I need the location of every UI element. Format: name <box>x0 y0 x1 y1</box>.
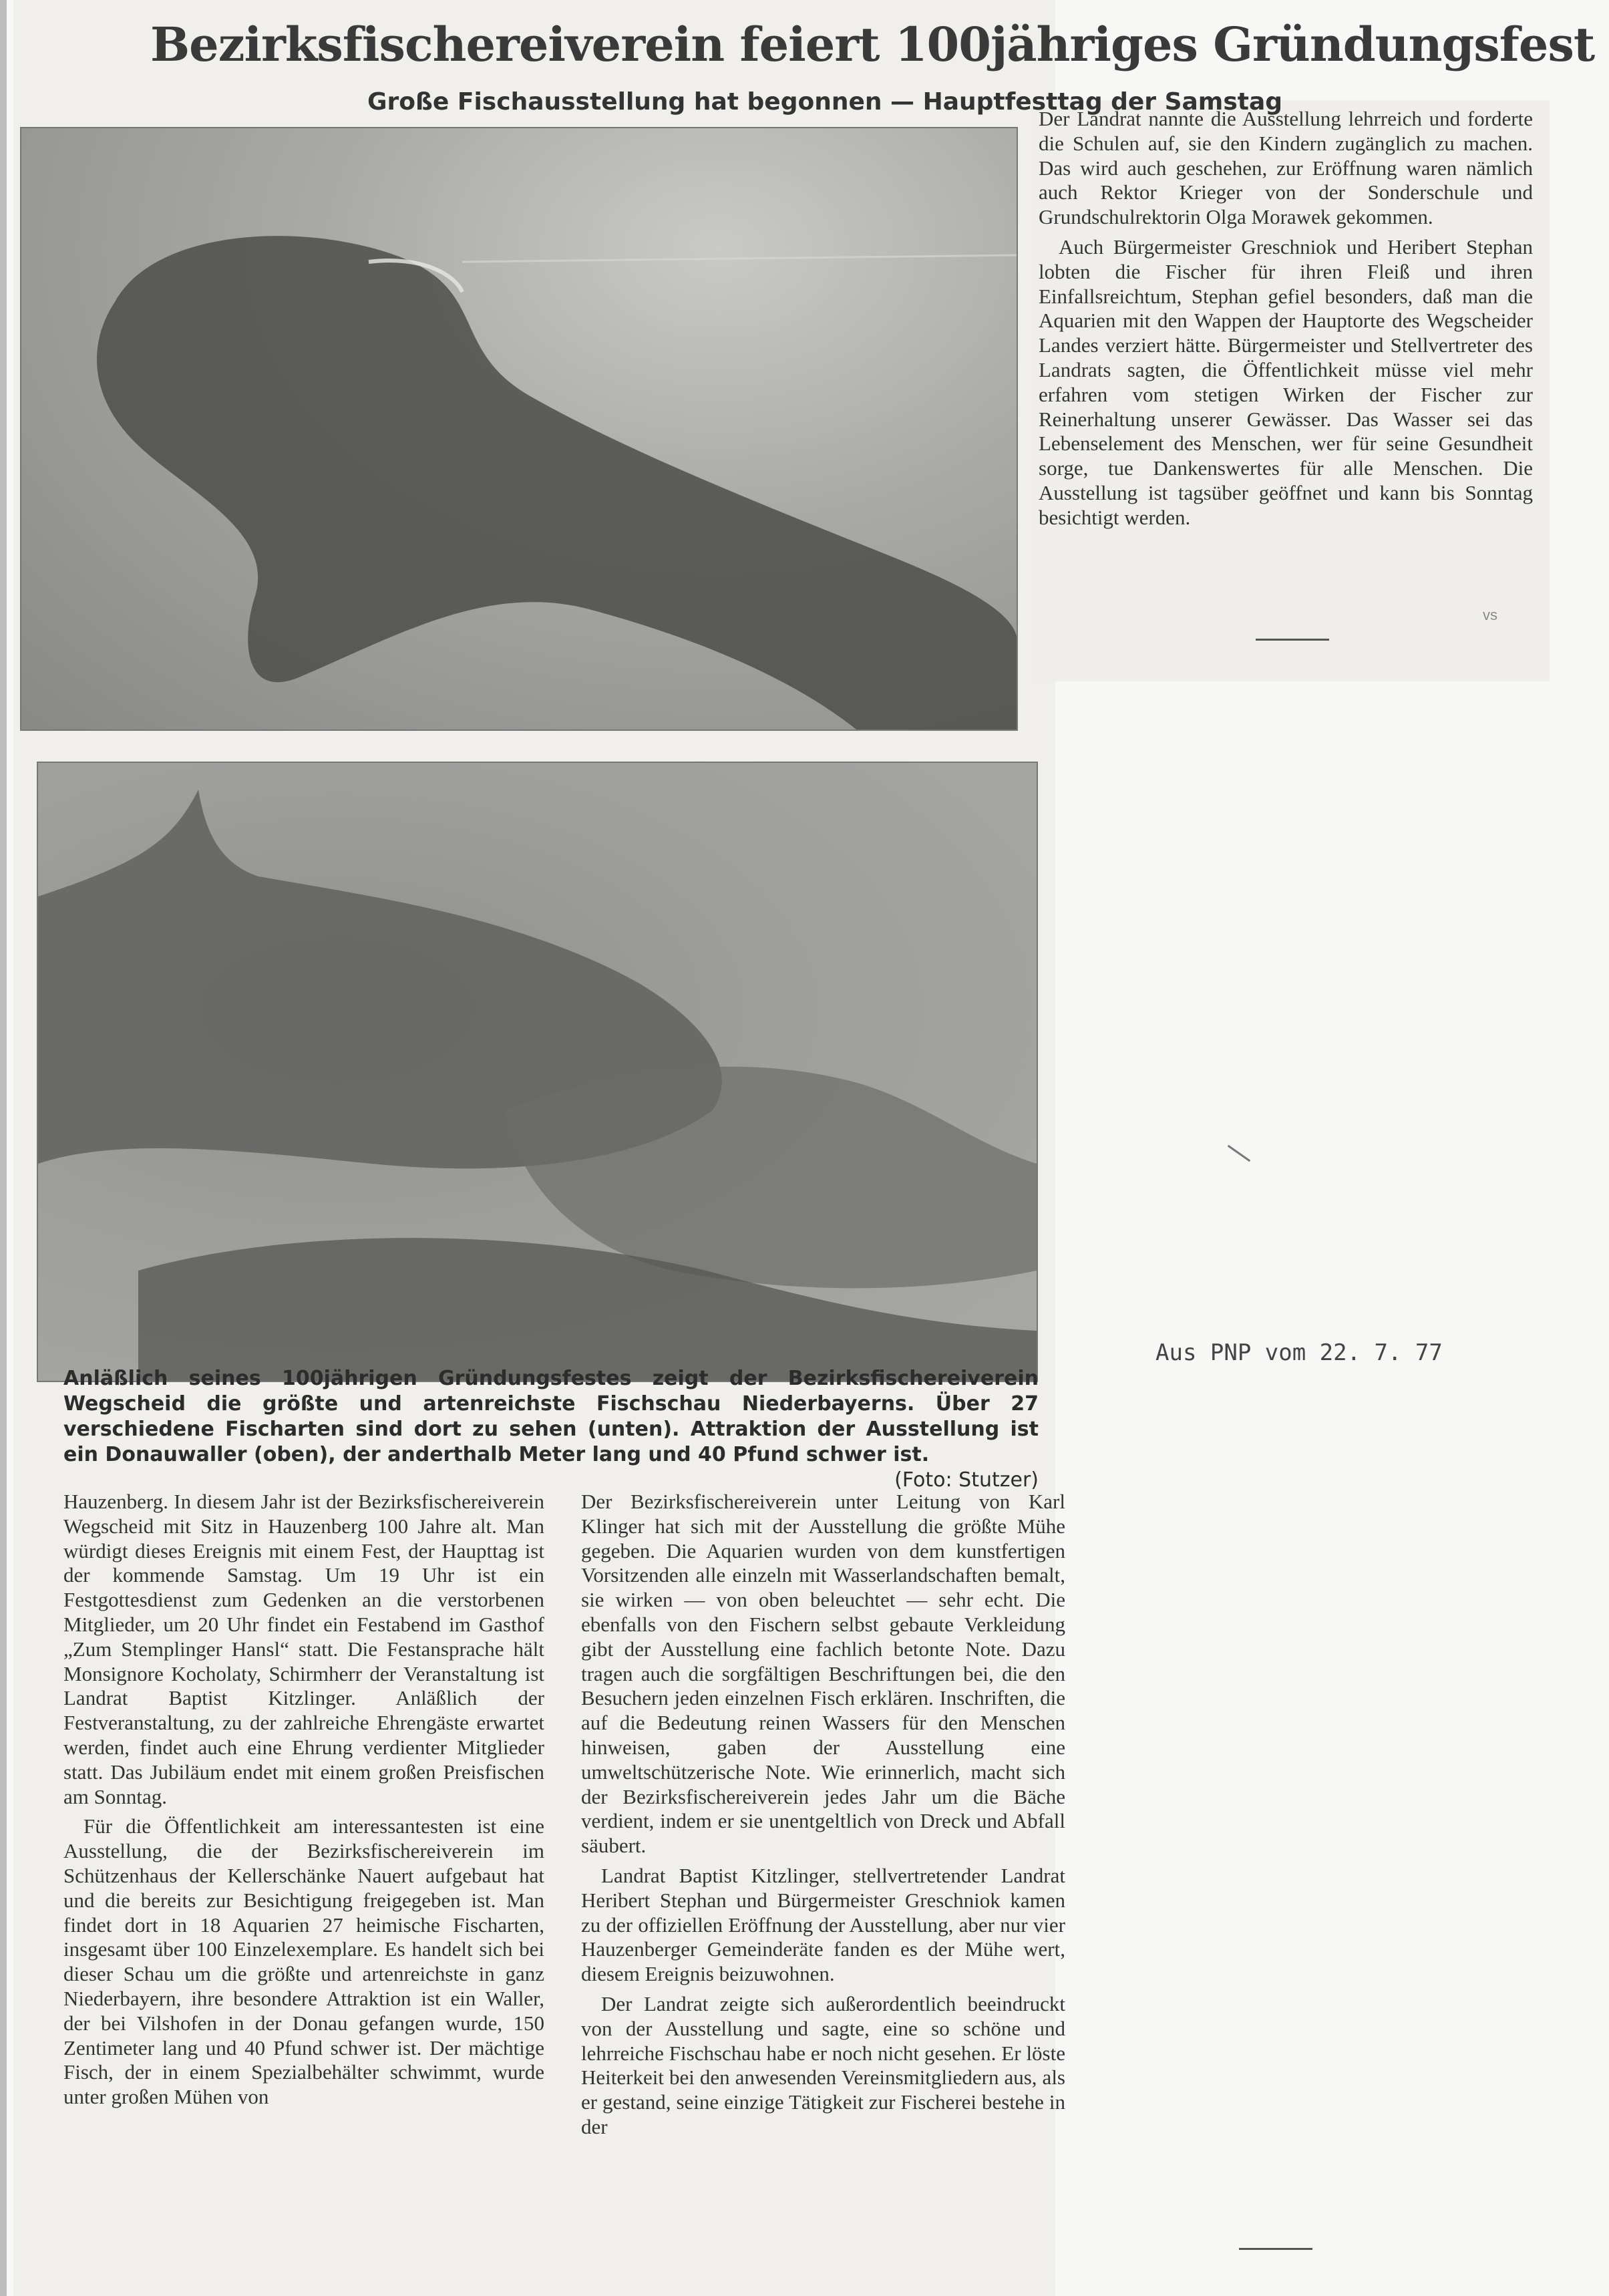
article-column-right <box>1039 107 1533 536</box>
scan-edge <box>0 0 7 2296</box>
fish-silhouettes <box>38 763 1037 1381</box>
article-column-left <box>63 1490 544 2115</box>
photo-aquarium-fish <box>37 762 1038 1382</box>
photo-catfish <box>20 127 1018 731</box>
catfish-silhouette <box>21 128 1017 729</box>
photo-credit: (Foto: Stutzer) <box>894 1468 1039 1492</box>
column-end-rule <box>1256 639 1329 641</box>
photo-caption <box>63 1366 1039 1493</box>
paragraph: Auch Bürgermeister Greschniok und Heribert Stephan lobten die Fischer für ihren Fleiß und ihren Einfallsreichtum, Stephan gefiel besonders, daß man die Aquarien mit den Wappen der Hauptorte des Wegscheider Landes verziert hätte. Bürgermeister und Stellvertreter des Landrats sagten, die Öffentlichkeit müsse viel mehr erfahren vom stetigen Wirken der Fischer zur Reinerhaltung unserer Gewässer. Das Wasser sei das Lebenselement des Menschen, wer für seine Gesundheit sorge, tue Dankenswertes für alle Menschen. Die Ausstellung ist tagsüber geöffnet und kann bis Sonntag besichtigt werden. <box>1039 234 1533 529</box>
headline: Bezirksfischereiverein feiert 100jähriges Gründungsfest <box>150 17 1595 72</box>
paragraph: Der Landrat nannte die Ausstellung lehrreich und forderte die Schulen auf, sie den Kindern zugänglich zu machen. Das wird auch geschehen, zur Eröffnung waren nämlich auch Rektor Krieger von der Sonderschule und Grundschulrektorin Olga Morawek gekommen. <box>1039 107 1533 229</box>
caption-text: Anläßlich seines 100jährigen Gründungsfestes zeigt der Bezirksfischereiverein Wegscheid die größte und artenreichste Fischschau Niederbayerns. Über 27 verschiedene Fischarten sind dort zu sehen (unten). Attraktion der Ausstellung ist ein Donauwaller (oben), der anderthalb Meter lang und 40 Pfund schwer ist. <box>63 1367 1039 1466</box>
article-end-rule <box>1239 2248 1312 2250</box>
source-note: Aus PNP vom 22. 7. 77 <box>1155 1339 1443 1366</box>
article-column-middle <box>581 1490 1065 2145</box>
stray-pen-mark <box>1228 1145 1250 1162</box>
paragraph: Landrat Baptist Kitzlinger, stellvertretender Landrat Heribert Stephan und Bürgermeister Greschniok kamen zu der offiziellen Eröffnung der Ausstellung, aber nur vier Hauzenberger Gemeinderäte fanden es der Mühe wert, diesem Ereignis beizuwohnen. <box>581 1863 1065 1986</box>
subheadline: Große Fischausstellung hat begonnen — Hauptfesttag der Samstag <box>367 88 1283 116</box>
paragraph: Der Landrat zeigte sich außerordentlich beeindruckt von der Ausstellung und sagte, eine so schöne und lehrreiche Fischschau habe er noch nicht gesehen. Er löste Heiterkeit bei den anwesenden Vereinsmitgliedern aus, als er gestand, seine einzige Tätigkeit zur Fischerei bestehe in der <box>581 1991 1065 2138</box>
author-initials: vs <box>1483 607 1497 623</box>
paragraph: Der Bezirksfischereiverein unter Leitung von Karl Klinger hat sich mit der Ausstellung die größte Mühe gegeben. Die Aquarien wurden von dem kunstfertigen Vorsitzenden alle einzeln mit Wasserlandschaften bemalt, sie wirken — von oben beleuchtet — sehr echt. Die ebenfalls von den Fischern selbst gebaute Verkleidung gibt der Ausstellung eine fachlich betonte Note. Dazu tragen auch die sorgfältigen Beschriftungen bei, die den Besuchern jeden einzelnen Fisch erklären. Inschriften, die auf die Bedeutung reinen Wassers für den Menschen hinweisen, gaben der Ausstellung eine umweltschützerische Note. Wie erinnerlich, macht sich der Bezirksfischereiverein jedes Jahr um die Bäche verdient, indem er sie unentgeltlich von Dreck und Abfall säubert. <box>581 1490 1065 1858</box>
paragraph: Hauzenberg. In diesem Jahr ist der Bezirksfischereiverein Wegscheid mit Sitz in Hauzenberg 100 Jahre alt. Man würdigt dieses Ereignis mit einem Fest, der Haupttag ist der kommende Samstag. Um 19 Uhr ist ein Festgottesdienst zum Gedenken an die verstorbenen Mitglieder, um 20 Uhr findet ein Festabend im Gasthof „Zum Stemplinger Hansl“ statt. Die Festansprache hält Monsignore Kocholaty, Schirmherr der Veranstaltung ist Landrat Baptist Kitzlinger. Anläßlich der Festveranstaltung, zu der zahlreiche Ehrengäste erwartet werden, findet auch eine Ehrung verdienter Mitglieder statt. Das Jubiläum endet mit einem großen Preisfischen am Sonntag. <box>63 1490 544 1808</box>
paragraph: Für die Öffentlichkeit am interessantesten ist eine Ausstellung, die der Bezirksfischereiverein im Schützenhaus der Kellerschänke Nauert aufgebaut hat und die bereits zur Besichtigung freigegeben ist. Man findet dort in 18 Aquarien 27 heimische Fischarten, insgesamt über 100 Einzelexemplare. Es handelt sich bei dieser Schau um die größte und artenreichste in ganz Niederbayern, ihre besondere Attraktion ist ein Waller, der bei Vilshofen in der Donau gefangen wurde, 150 Zentimeter lang und 40 Pfund schwer ist. Der mächtige Fisch, der in einem Spezialbehälter schwimmt, wurde unter großen Mühen von <box>63 1814 544 2109</box>
